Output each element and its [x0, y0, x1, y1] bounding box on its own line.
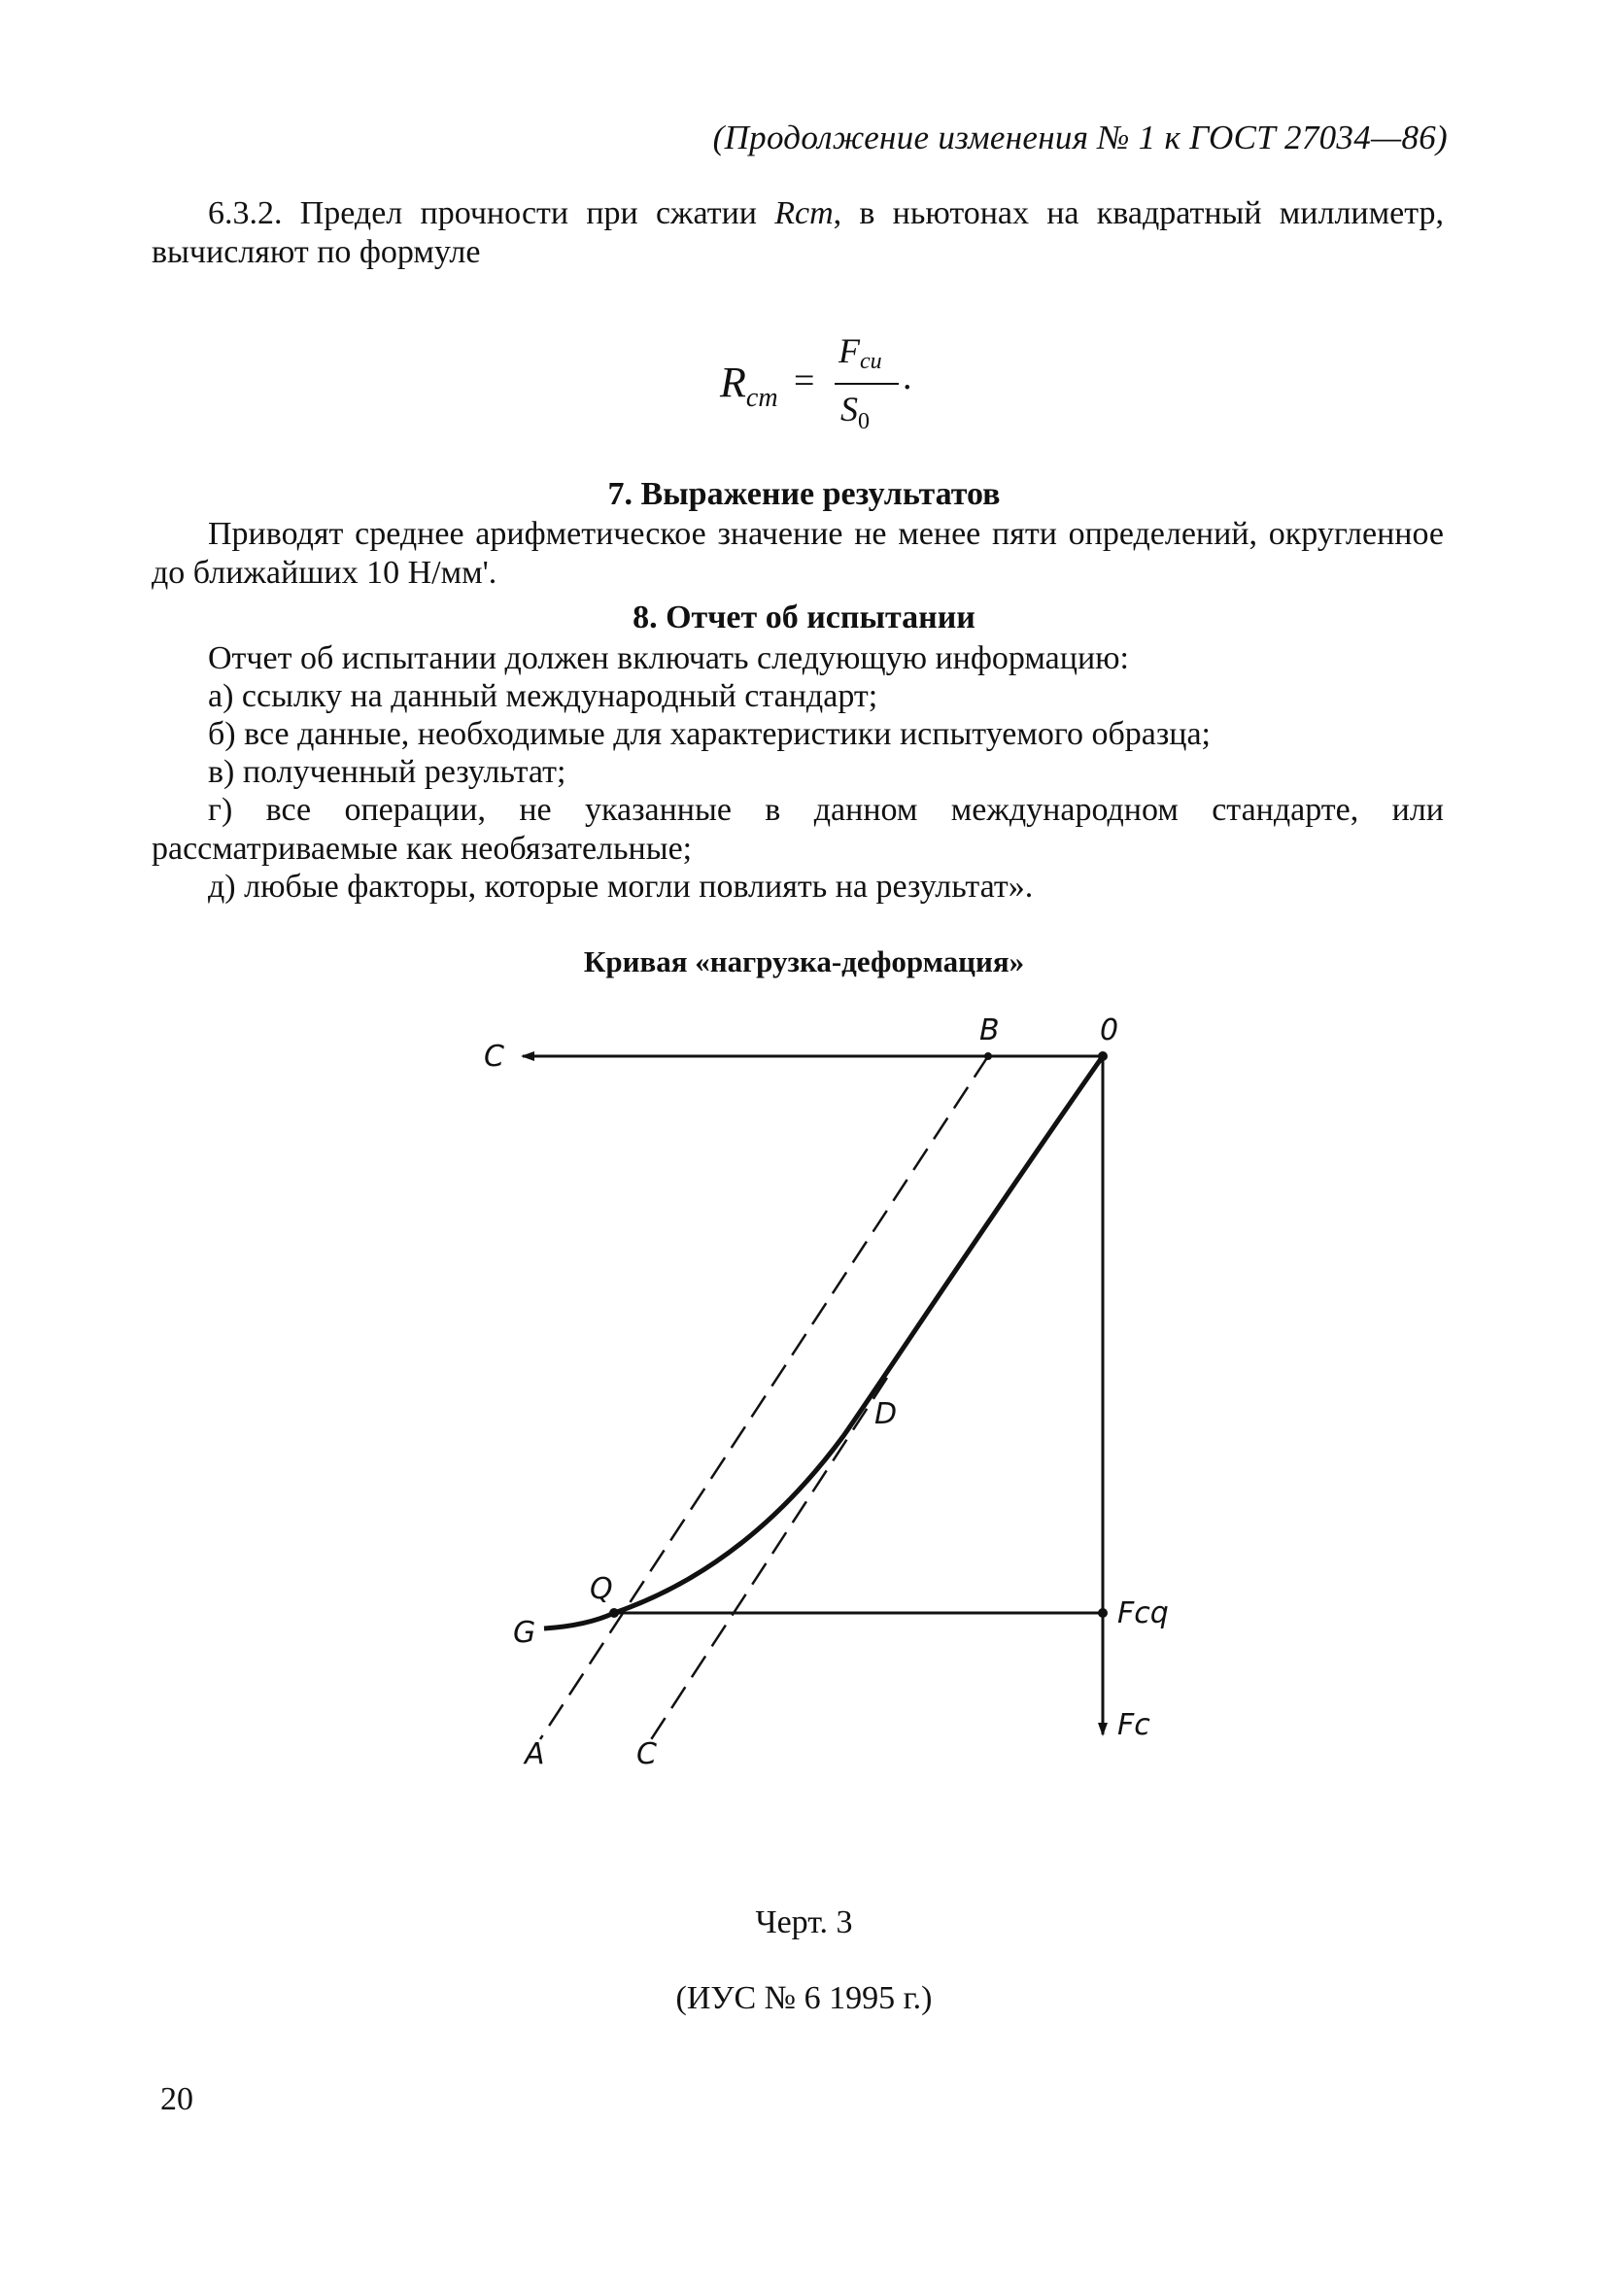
- formula-lhs: $R_{cm}$: [720, 359, 778, 413]
- paragraph-rest: , в ньютонах на квадратный миллиметр, вычисляют по формуле: [152, 195, 1445, 270]
- list-item-d: д) любые факторы, которые могли повлиять на результат».: [208, 869, 1034, 905]
- dashed-line-b-a: [540, 1056, 988, 1739]
- formula-end: .: [903, 357, 912, 397]
- dashed-line-d-c: [648, 1378, 887, 1744]
- label-a: A: [525, 1737, 545, 1771]
- section-7-text: Приводят среднее арифметическое значение не менее пяти определений, округленное до ближайших 10 Н/мм'.: [152, 516, 1444, 591]
- figure-caption: Черт. 3: [755, 1904, 853, 1940]
- running-header: (Продолжение изменения № 1 к ГОСТ 27034—86): [712, 119, 1448, 156]
- point-q: [609, 1608, 619, 1618]
- list-item-g: г) все операции, не указанные в данном международном стандарте, или рассматриваемые как необязательные;: [152, 792, 1444, 867]
- label-q: Q: [590, 1572, 613, 1606]
- label-c-top: C: [484, 1040, 504, 1074]
- label-fcq: Fcq: [1117, 1596, 1169, 1630]
- figure-title: Кривая «нагрузка-деформация»: [583, 944, 1025, 978]
- point-o: [1098, 1051, 1108, 1061]
- list-item-v: в) полученный результат;: [208, 754, 566, 790]
- formula-denominator: $S_0$: [840, 390, 870, 434]
- load-deformation-curve: [544, 1056, 1103, 1628]
- section-7-heading: 7. Выражение результатов: [607, 476, 1001, 512]
- paragraph-lead: 6.3.2. Предел прочности при сжатии: [208, 195, 757, 231]
- formula-numerator: $F_{cu}$: [838, 331, 882, 374]
- section-8-heading: 8. Отчет об испытании: [633, 600, 975, 635]
- list-item-a: а) ссылку на данный международный стандарт;: [208, 678, 878, 714]
- ius-reference: (ИУС № 6 1995 г.): [675, 1980, 933, 2016]
- label-fc: Fc: [1117, 1708, 1150, 1742]
- formula-equals: =: [794, 360, 815, 401]
- section-8-intro: Отчет об испытании должен включать следующую информацию:: [208, 640, 1129, 676]
- label-o: 0: [1100, 1013, 1119, 1047]
- label-d: D: [874, 1397, 898, 1431]
- list-item-b: б) все данные, необходимые для характеристики испытуемого образца;: [208, 716, 1212, 752]
- label-b: B: [979, 1013, 1000, 1047]
- symbol-rcm: Rcm: [774, 195, 834, 231]
- label-c-bottom: C: [636, 1737, 657, 1771]
- page-number: 20: [160, 2081, 193, 2117]
- label-g: G: [513, 1616, 536, 1650]
- point-fcq: [1098, 1608, 1108, 1618]
- point-b: [984, 1052, 992, 1060]
